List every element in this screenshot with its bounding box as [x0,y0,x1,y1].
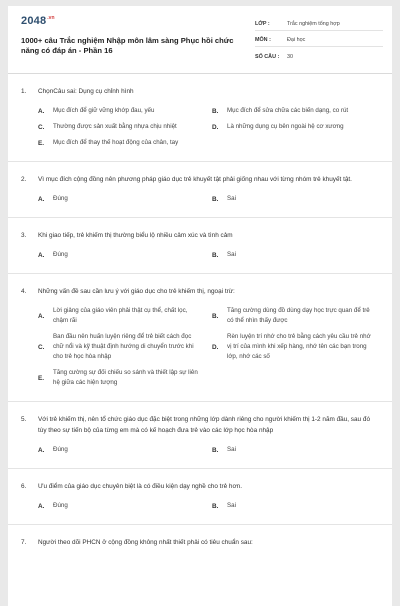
option-b[interactable]: B. Sai [212,251,236,259]
question-text: Ưu điểm của giáo dục chuyên biệt là có điều kiện dạy nghề cho trẻ hơn. [38,483,242,490]
option-list [8,185,392,217]
option-a[interactable]: A. Mục đích để giữ vững khớp đau, yếu [38,107,155,115]
question-text: Vì mục đích cộng đồng nên phương pháp giáo dục trẻ khuyết tật phải giống nhau với từng nhóm trẻ khuyết tật. [38,176,352,183]
question-number: 2. [21,176,27,183]
option-e[interactable]: E. Mục đích để thay thế hoạt động của chân, tay [38,139,179,147]
option-d[interactable]: D. Là những dụng cụ bên ngoài hệ cơ xương [212,123,344,131]
question-text: ChọnCâu sai: Dụng cụ chỉnh hình [38,88,134,95]
question-7 [8,525,392,548]
question-number: 5. [21,416,27,423]
option-b[interactable]: B. Sai [212,446,236,454]
option-b[interactable]: B. Tăng cường dùng đồ dùng dạy học trực quan để trẻ có thể nhìn thấy được [212,307,370,324]
question-3 [8,218,392,274]
question-5 [8,402,392,469]
worksheet-title: 1000+ câu Trắc nghiệm Nhập môn lâm sàng Phục hồi chức năng có đáp án - Phần 16 [21,36,234,55]
question-2 [8,162,392,218]
worksheet-page [8,6,392,606]
meta-value: Đại học [287,37,306,43]
worksheet-meta [255,15,383,63]
option-e[interactable]: E. Tăng cường sự đối chiếu so sánh và thiết lập sự liên hệ giữa các hiện tượng [38,369,198,386]
question-number: 7. [21,539,27,546]
site-logo[interactable]: $2048^{.vn}$ [21,15,55,27]
question-1 [8,74,392,162]
meta-value: 30 [287,54,293,60]
question-6 [8,469,392,525]
question-text: Với trẻ khiếm thị, nên tổ chức giáo dục đặc biệt trong những lớp dành riêng cho người khiếm thị 1-2 năm đầu, sau đó tùy theo sự tiến bộ của từng em mà có kế hoạch đưa trẻ vào các lớp học hòa nhập [38,416,370,434]
option-b[interactable]: B. Mục đích để sửa chữa các biến dạng, co rút [212,107,349,115]
option-a[interactable]: A. Lời giảng của giáo viên phải thật cụ thể, chất lọc, chậm rãi [38,307,188,324]
question-list [8,74,392,548]
question-text: Những vấn đề sau cần lưu ý với giáo dục cho trẻ khiếm thị, ngoại trừ: [38,288,235,295]
worksheet-header [8,6,392,74]
question-text: Khi giao tiếp, trẻ khiếm thị thường biểu lộ nhiều cảm xúc và tình cảm [38,232,233,239]
option-a[interactable]: A. Đúng [38,446,68,454]
meta-value: Trắc nghiệm tổng hợp [287,21,340,27]
option-b[interactable]: B. Sai [212,502,236,510]
option-list [8,492,392,524]
option-list [8,241,392,273]
question-number: 3. [21,232,27,239]
option-list [8,97,392,161]
option-b[interactable]: B. Sai [212,195,236,203]
option-c[interactable]: C. Ban đầu nên huấn luyện riêng để trẻ biết cách đọc chữ nổi và kỹ thuật định hướng di chuyển trước khi cho trẻ học hòa nhập [38,333,194,360]
option-list [8,436,392,468]
question-number: 6. [21,483,27,490]
meta-row-class [255,15,383,31]
option-c[interactable]: C. Thường được sản xuất bằng nhựa chịu nhiệt [38,123,177,131]
meta-label: SỐ CÂU : [255,54,280,60]
question-number: 4. [21,288,27,295]
meta-label: LỚP : [255,21,270,27]
option-list [8,297,392,401]
meta-label: MÔN : [255,37,271,43]
option-a[interactable]: A. Đúng [38,251,68,259]
meta-row-count [255,47,383,63]
question-text: Người theo dõi PHCN ở cộng đồng không nhất thiết phải có tiêu chuẩn sau: [38,539,253,546]
option-d[interactable]: D. Rèn luyện trí nhớ cho trẻ bằng cách yêu cầu trẻ nhớ vị trí của mình khi xếp hàng, nhớ tên các bạn trong lớp, nhớ các số [212,333,371,360]
meta-row-subject [255,31,383,47]
question-number: 1. [21,88,27,95]
question-4 [8,274,392,402]
option-a[interactable]: A. Đúng [38,502,68,510]
option-a[interactable]: A. Đúng [38,195,68,203]
